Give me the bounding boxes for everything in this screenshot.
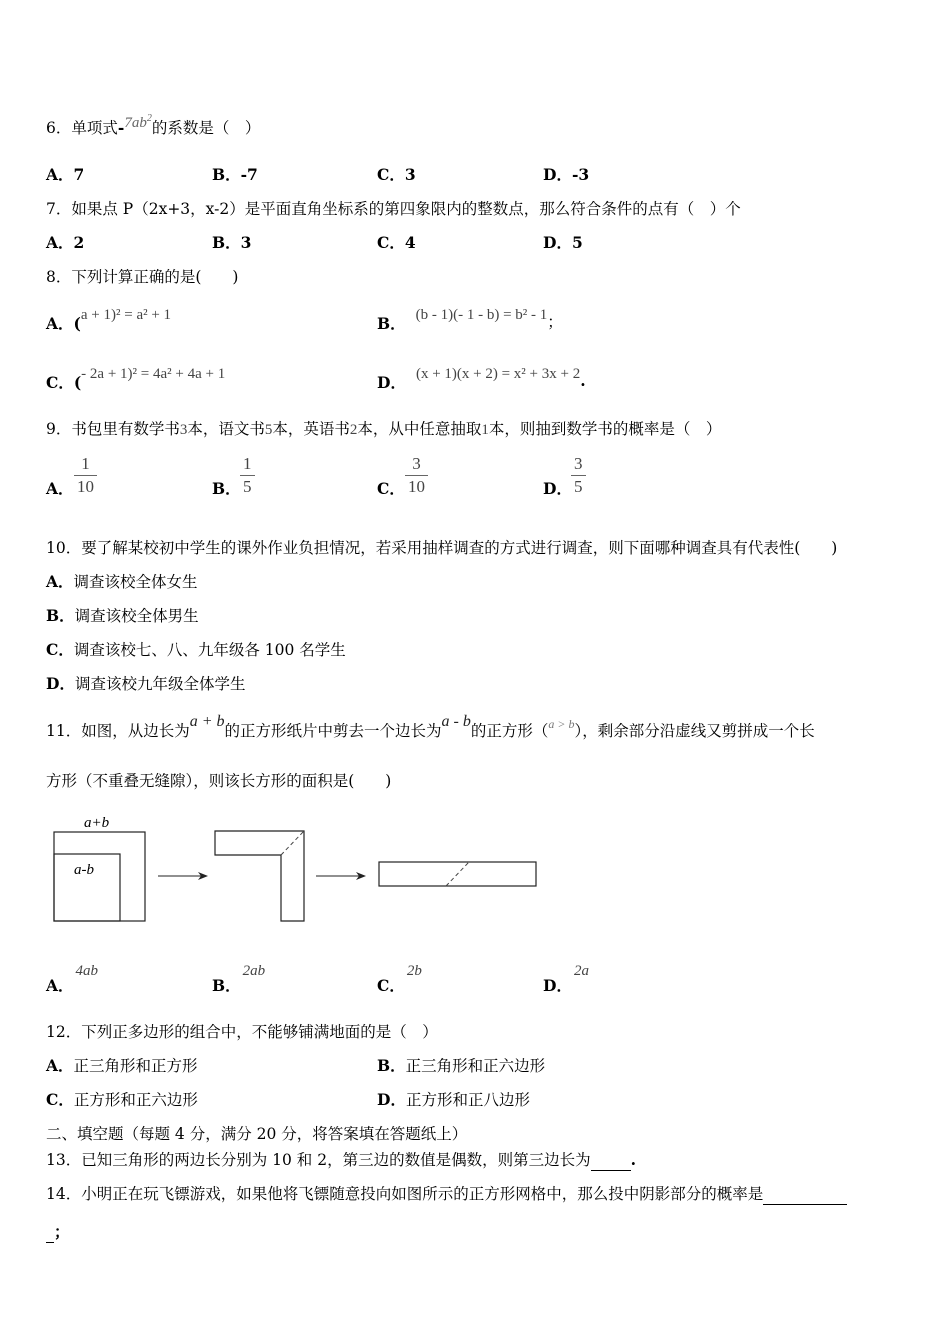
q8-option-a[interactable]: A．(a + 1)² = a² + 1 [46, 307, 172, 333]
q9-option-a-label[interactable]: A． [46, 479, 74, 498]
q11-outer-square [54, 832, 145, 921]
q6-stem: 6．单项式$-7ab^2$的系数是（ ） [46, 113, 261, 137]
q12-option-a[interactable]: A．正三角形和正方形 [46, 1056, 198, 1075]
q12-option-d[interactable]: D．正方形和正八边形 [377, 1090, 530, 1109]
q11-label-inner: a-b [74, 862, 94, 878]
q10-option-d[interactable]: D．调查该校九年级全体学生 [46, 674, 246, 693]
q11-option-c[interactable]: C．2b [377, 963, 422, 995]
q8-option-b[interactable]: B． (b - 1)(- 1 - b) = b² - 1； [377, 307, 563, 333]
q9-stem: 9．书包里有数学书3本，语文书5本，英语书2本，从中任意抽取1本，则抽到数学书的概率是（ ） [46, 420, 722, 438]
q12-option-c[interactable]: C．正方形和正六边形 [46, 1090, 198, 1109]
q12-option-b[interactable]: B．正三角形和正六边形 [377, 1056, 546, 1075]
q9-option-d-fraction: 3 5 [571, 454, 586, 497]
q6-option-a[interactable]: A．7 [46, 165, 85, 184]
q6-monomial: $7ab^2$ [124, 113, 152, 131]
q6-option-d[interactable]: D．-3 [543, 165, 590, 184]
q9-option-b-label[interactable]: B． [212, 479, 241, 498]
q11-option-a[interactable]: A．4ab [46, 963, 99, 995]
q7-option-c[interactable]: C．4 [377, 233, 416, 252]
q9-option-a-fraction: 1 10 [74, 454, 97, 497]
section-2-title: 二、填空题（每题 4 分，满分 20 分，将答案填在答题纸上） [46, 1125, 468, 1143]
q11-cut-line-1 [281, 831, 304, 855]
q11-option-d[interactable]: D．2a [543, 963, 589, 995]
q7-option-a[interactable]: A．2 [46, 233, 85, 252]
q8-option-c[interactable]: C．(- 2a + 1)² = 4a² + 4a + 1 [46, 366, 226, 392]
q9-option-c-fraction: 3 10 [405, 454, 428, 497]
q7-option-b[interactable]: B．3 [212, 233, 252, 252]
q6-option-b[interactable]: B．-7 [212, 165, 258, 184]
q13-stem: 13．已知三角形的两边长分别为 10 和 2，第三边的数值是偶数，则第三边长为 . [46, 1150, 636, 1169]
q9-option-c-label[interactable]: C． [377, 479, 405, 498]
q14-stem: 14．小明正在玩飞镖游戏，如果他将飞镖随意投向如图所示的正方形网格中，那么投中阴影部分的概率是 [46, 1184, 847, 1205]
q11-label-outer: a+b [84, 815, 110, 831]
q10-stem: 10．要了解某校初中学生的课外作业负担情况，若采用抽样调查的方式进行调查，则下面哪种调查具有代表性( ) [46, 539, 838, 557]
q6-option-c[interactable]: C．3 [377, 165, 416, 184]
q9-option-d-label[interactable]: D． [543, 479, 572, 498]
q14-answer-blank-continued [46, 1222, 54, 1243]
q8-stem: 8．下列计算正确的是( ) [46, 268, 239, 286]
q10-option-a[interactable]: A．调查该校全体女生 [46, 572, 198, 591]
q11-option-b[interactable]: B．2ab [212, 963, 266, 995]
q7-option-d[interactable]: D．5 [543, 233, 583, 252]
q10-option-b[interactable]: B．调查该校全体男生 [46, 606, 199, 625]
q14-stem-line2: ； [46, 1222, 70, 1243]
q11-stem-line2: 方形（不重叠无缝隙），则该长方形的面积是( ) [46, 772, 392, 790]
q12-stem: 12．下列正多边形的组合中，不能够铺满地面的是（ ） [46, 1023, 438, 1041]
q9-option-b-fraction: 1 5 [240, 454, 255, 497]
q8-option-d[interactable]: D． (x + 1)(x + 2) = x² + 3x + 2. [377, 366, 586, 392]
q11-figure [46, 810, 546, 930]
q14-answer-blank[interactable] [763, 1184, 847, 1205]
q11-stem-line1: 11．如图，从边长为a + b的正方形纸片中剪去一个边长为a - b的正方形（$^{a > b}$），剩余部分沿虚线又剪拼成一个长 [46, 713, 815, 740]
q11-cut-line-2 [446, 862, 469, 886]
q13-answer-blank[interactable] [591, 1150, 631, 1171]
q10-option-c[interactable]: C．调查该校七、八、九年级各 100 名学生 [46, 640, 346, 659]
q7-stem: 7．如果点 P（2x+3，x-2）是平面直角坐标系的第四象限内的整数点，那么符合条件的点有（ ）个 [46, 200, 741, 218]
